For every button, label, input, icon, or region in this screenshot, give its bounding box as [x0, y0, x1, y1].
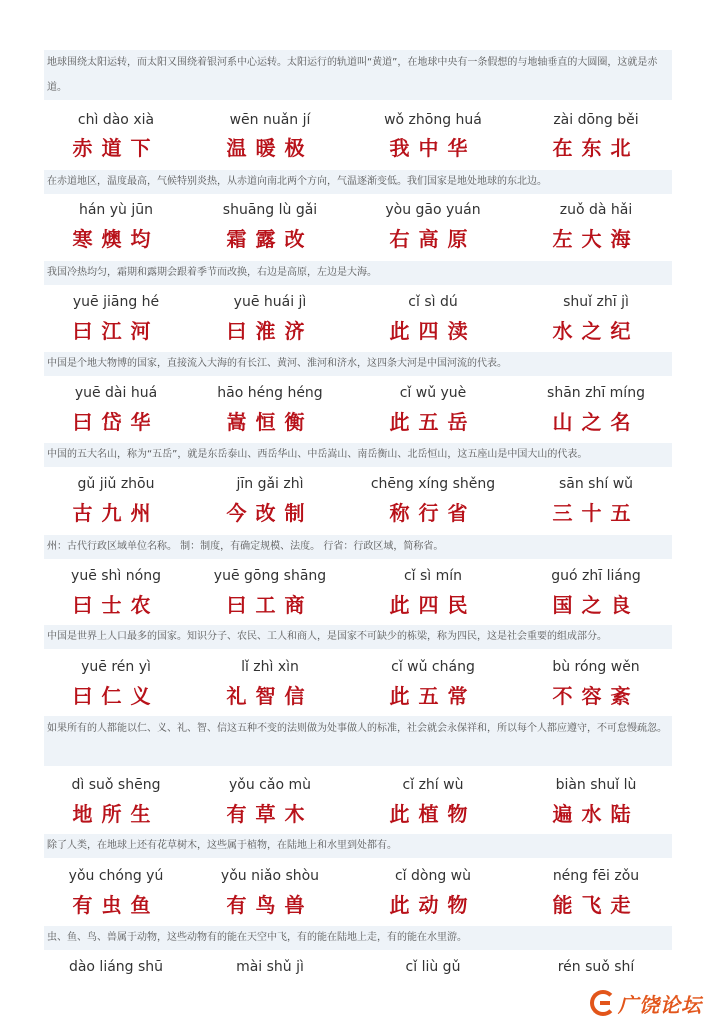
hanzi: 我中华 — [389, 136, 477, 160]
pinyin: biàn shuǐ lù — [555, 777, 637, 793]
hanzi-row-5 — [44, 591, 672, 615]
hanzi: 遍水陆 — [552, 802, 640, 826]
hanzi: 此植物 — [389, 802, 477, 826]
pinyin-row-1 — [44, 198, 672, 222]
hanzi: 有虫鱼 — [72, 893, 160, 917]
pinyin: yuē gōng shāng — [213, 568, 327, 584]
hanzi-row-6 — [44, 682, 672, 706]
pinyin: yǒu niǎo shòu — [220, 868, 320, 884]
hanzi: 左大海 — [552, 227, 640, 251]
pinyin: cǐ sì mín — [403, 568, 463, 584]
hanzi: 能飞走 — [552, 893, 640, 917]
pinyin: shuāng lù gǎi — [222, 202, 318, 218]
pinyin: cǐ dòng wù — [394, 868, 472, 884]
pinyin-row-6 — [44, 655, 672, 679]
pinyin-row-8 — [44, 864, 672, 888]
pinyin: gǔ jiǔ zhōu — [77, 476, 155, 492]
pinyin: chì dào xià — [77, 112, 155, 128]
pinyin: cǐ zhí wù — [402, 777, 464, 793]
pinyin: guó zhī liáng — [551, 568, 641, 584]
logo-text: 广饶论坛 — [618, 992, 702, 1017]
hanzi: 此四渎 — [389, 319, 477, 343]
note-6: 中国是世界上人口最多的国家。知识分子、农民、工人和商人，是国家不可缺少的栋梁，称为四民，这是社会重要的组成部分。 — [44, 625, 672, 649]
pinyin: yuē dài huá — [74, 385, 158, 401]
hanzi: 温暖极 — [226, 136, 314, 160]
pinyin: lǐ zhì xìn — [241, 659, 299, 675]
hanzi: 曰岱华 — [72, 410, 160, 434]
pinyin: cǐ wǔ yuè — [399, 385, 467, 401]
pinyin: shān zhī míng — [547, 385, 645, 401]
note-5: 州：古代行政区域单位名称。 制：制度，有确定规模、法度。 行省：行政区域，简称省。 — [44, 535, 672, 559]
pinyin: hán yù jūn — [78, 202, 154, 218]
pinyin: yǒu chóng yú — [68, 868, 164, 884]
note-2: 我国冷热均匀，霜期和露期会跟着季节而改换，右边是高原，左边是大海。 — [44, 261, 672, 285]
pinyin: yòu gāo yuán — [385, 202, 481, 218]
pinyin-row-7 — [44, 773, 672, 797]
pinyin: yuē jiāng hé — [72, 294, 160, 310]
site-logo — [590, 986, 718, 1020]
pinyin: yuē huái jì — [233, 294, 307, 310]
hanzi-row-0 — [44, 134, 672, 158]
hanzi: 嵩恒衡 — [226, 410, 314, 434]
pinyin: cǐ liù gǔ — [405, 959, 461, 975]
hanzi: 此动物 — [389, 893, 477, 917]
pinyin: rén suǒ shí — [557, 959, 635, 975]
note-7: 如果所有的人都能以仁、义、礼、智、信这五种不变的法则做为处事做人的标准，社会就会永保祥和，所以每个人都应遵守，不可怠慢疏忽。 — [44, 716, 672, 766]
pinyin: jīn gǎi zhì — [236, 476, 304, 492]
pinyin: mài shǔ jì — [236, 959, 304, 975]
hanzi: 霜露改 — [226, 227, 314, 251]
hanzi: 水之纪 — [552, 319, 640, 343]
note-0: 地球围绕太阳运转，而太阳又围绕着银河系中心运转。太阳运行的轨道叫“黄道”，在地球中央有一条假想的与地轴垂直的大圆圈，这就是赤道。 — [44, 50, 672, 100]
hanzi-row-3 — [44, 408, 672, 432]
note-3: 中国是个地大物博的国家，直接流入大海的有长江、黄河、淮河和济水，这四条大河是中国河流的代表。 — [44, 352, 672, 376]
pinyin: wēn nuǎn jí — [229, 112, 311, 128]
pinyin: wǒ zhōng huá — [384, 112, 482, 128]
note-9: 虫、鱼、鸟、兽属于动物，这些动物有的能在天空中飞，有的能在陆地上走，有的能在水里游。 — [44, 926, 672, 950]
pinyin: cǐ sì dú — [408, 294, 458, 310]
hanzi-row-8 — [44, 891, 672, 915]
hanzi: 国之良 — [552, 593, 640, 617]
hanzi: 此五岳 — [389, 410, 477, 434]
hanzi: 寒燠均 — [72, 227, 160, 251]
hanzi: 此四民 — [389, 593, 477, 617]
hanzi: 称行省 — [389, 501, 477, 525]
hanzi: 古九州 — [72, 501, 160, 525]
hanzi-row-7 — [44, 800, 672, 824]
pinyin: yuē shì nóng — [71, 568, 161, 584]
pinyin-row-3 — [44, 381, 672, 405]
pinyin: dào liáng shū — [68, 959, 164, 975]
hanzi: 有鸟兽 — [226, 893, 314, 917]
pinyin: hāo héng héng — [217, 385, 323, 401]
note-8: 除了人类，在地球上还有花草树木，这些属于植物，在陆地上和水里到处都有。 — [44, 834, 672, 858]
hanzi-row-1 — [44, 225, 672, 249]
hanzi: 曰江河 — [72, 319, 160, 343]
note-4: 中国的五大名山，称为“五岳”，就是东岳泰山、西岳华山、中岳嵩山、南岳衡山、北岳恒山，这五座山是中国大山的代表。 — [44, 443, 672, 467]
hanzi: 今改制 — [226, 501, 314, 525]
pinyin: shuǐ zhī jì — [563, 294, 629, 310]
hanzi-row-2 — [44, 317, 672, 341]
pinyin-row-2 — [44, 290, 672, 314]
hanzi: 山之名 — [552, 410, 640, 434]
hanzi: 礼智信 — [226, 684, 314, 708]
hanzi: 有草木 — [226, 802, 314, 826]
pinyin: zài dōng běi — [553, 112, 639, 128]
hanzi: 不容紊 — [552, 684, 640, 708]
pinyin: dì suǒ shēng — [71, 777, 161, 793]
pinyin: néng fēi zǒu — [552, 868, 640, 884]
pinyin: cǐ wǔ cháng — [391, 659, 475, 675]
g-logo-icon — [590, 990, 616, 1016]
hanzi: 此五常 — [389, 684, 477, 708]
hanzi: 右高原 — [389, 227, 477, 251]
note-1: 在赤道地区，温度最高，气候特别炎热，从赤道向南北两个方向，气温逐渐变低。我们国家是地处地球的东北边。 — [44, 170, 672, 194]
pinyin: yuē rén yì — [81, 659, 151, 675]
hanzi: 曰淮济 — [226, 319, 314, 343]
hanzi: 曰工商 — [226, 593, 314, 617]
pinyin: yǒu cǎo mù — [229, 777, 311, 793]
hanzi: 三十五 — [552, 501, 640, 525]
pinyin: chēng xíng shěng — [370, 476, 496, 492]
pinyin: sān shí wǔ — [558, 476, 634, 492]
hanzi: 赤道下 — [72, 136, 160, 160]
hanzi-row-4 — [44, 499, 672, 523]
pinyin-row-4 — [44, 472, 672, 496]
pinyin: bù róng wěn — [552, 659, 640, 675]
pinyin-row-9 — [44, 955, 672, 979]
pinyin: zuǒ dà hǎi — [559, 202, 633, 218]
hanzi: 曰士农 — [72, 593, 160, 617]
pinyin-row-5 — [44, 564, 672, 588]
hanzi: 地所生 — [72, 802, 160, 826]
hanzi: 曰仁义 — [72, 684, 160, 708]
pinyin-row-0 — [44, 108, 672, 132]
hanzi: 在东北 — [552, 136, 640, 160]
